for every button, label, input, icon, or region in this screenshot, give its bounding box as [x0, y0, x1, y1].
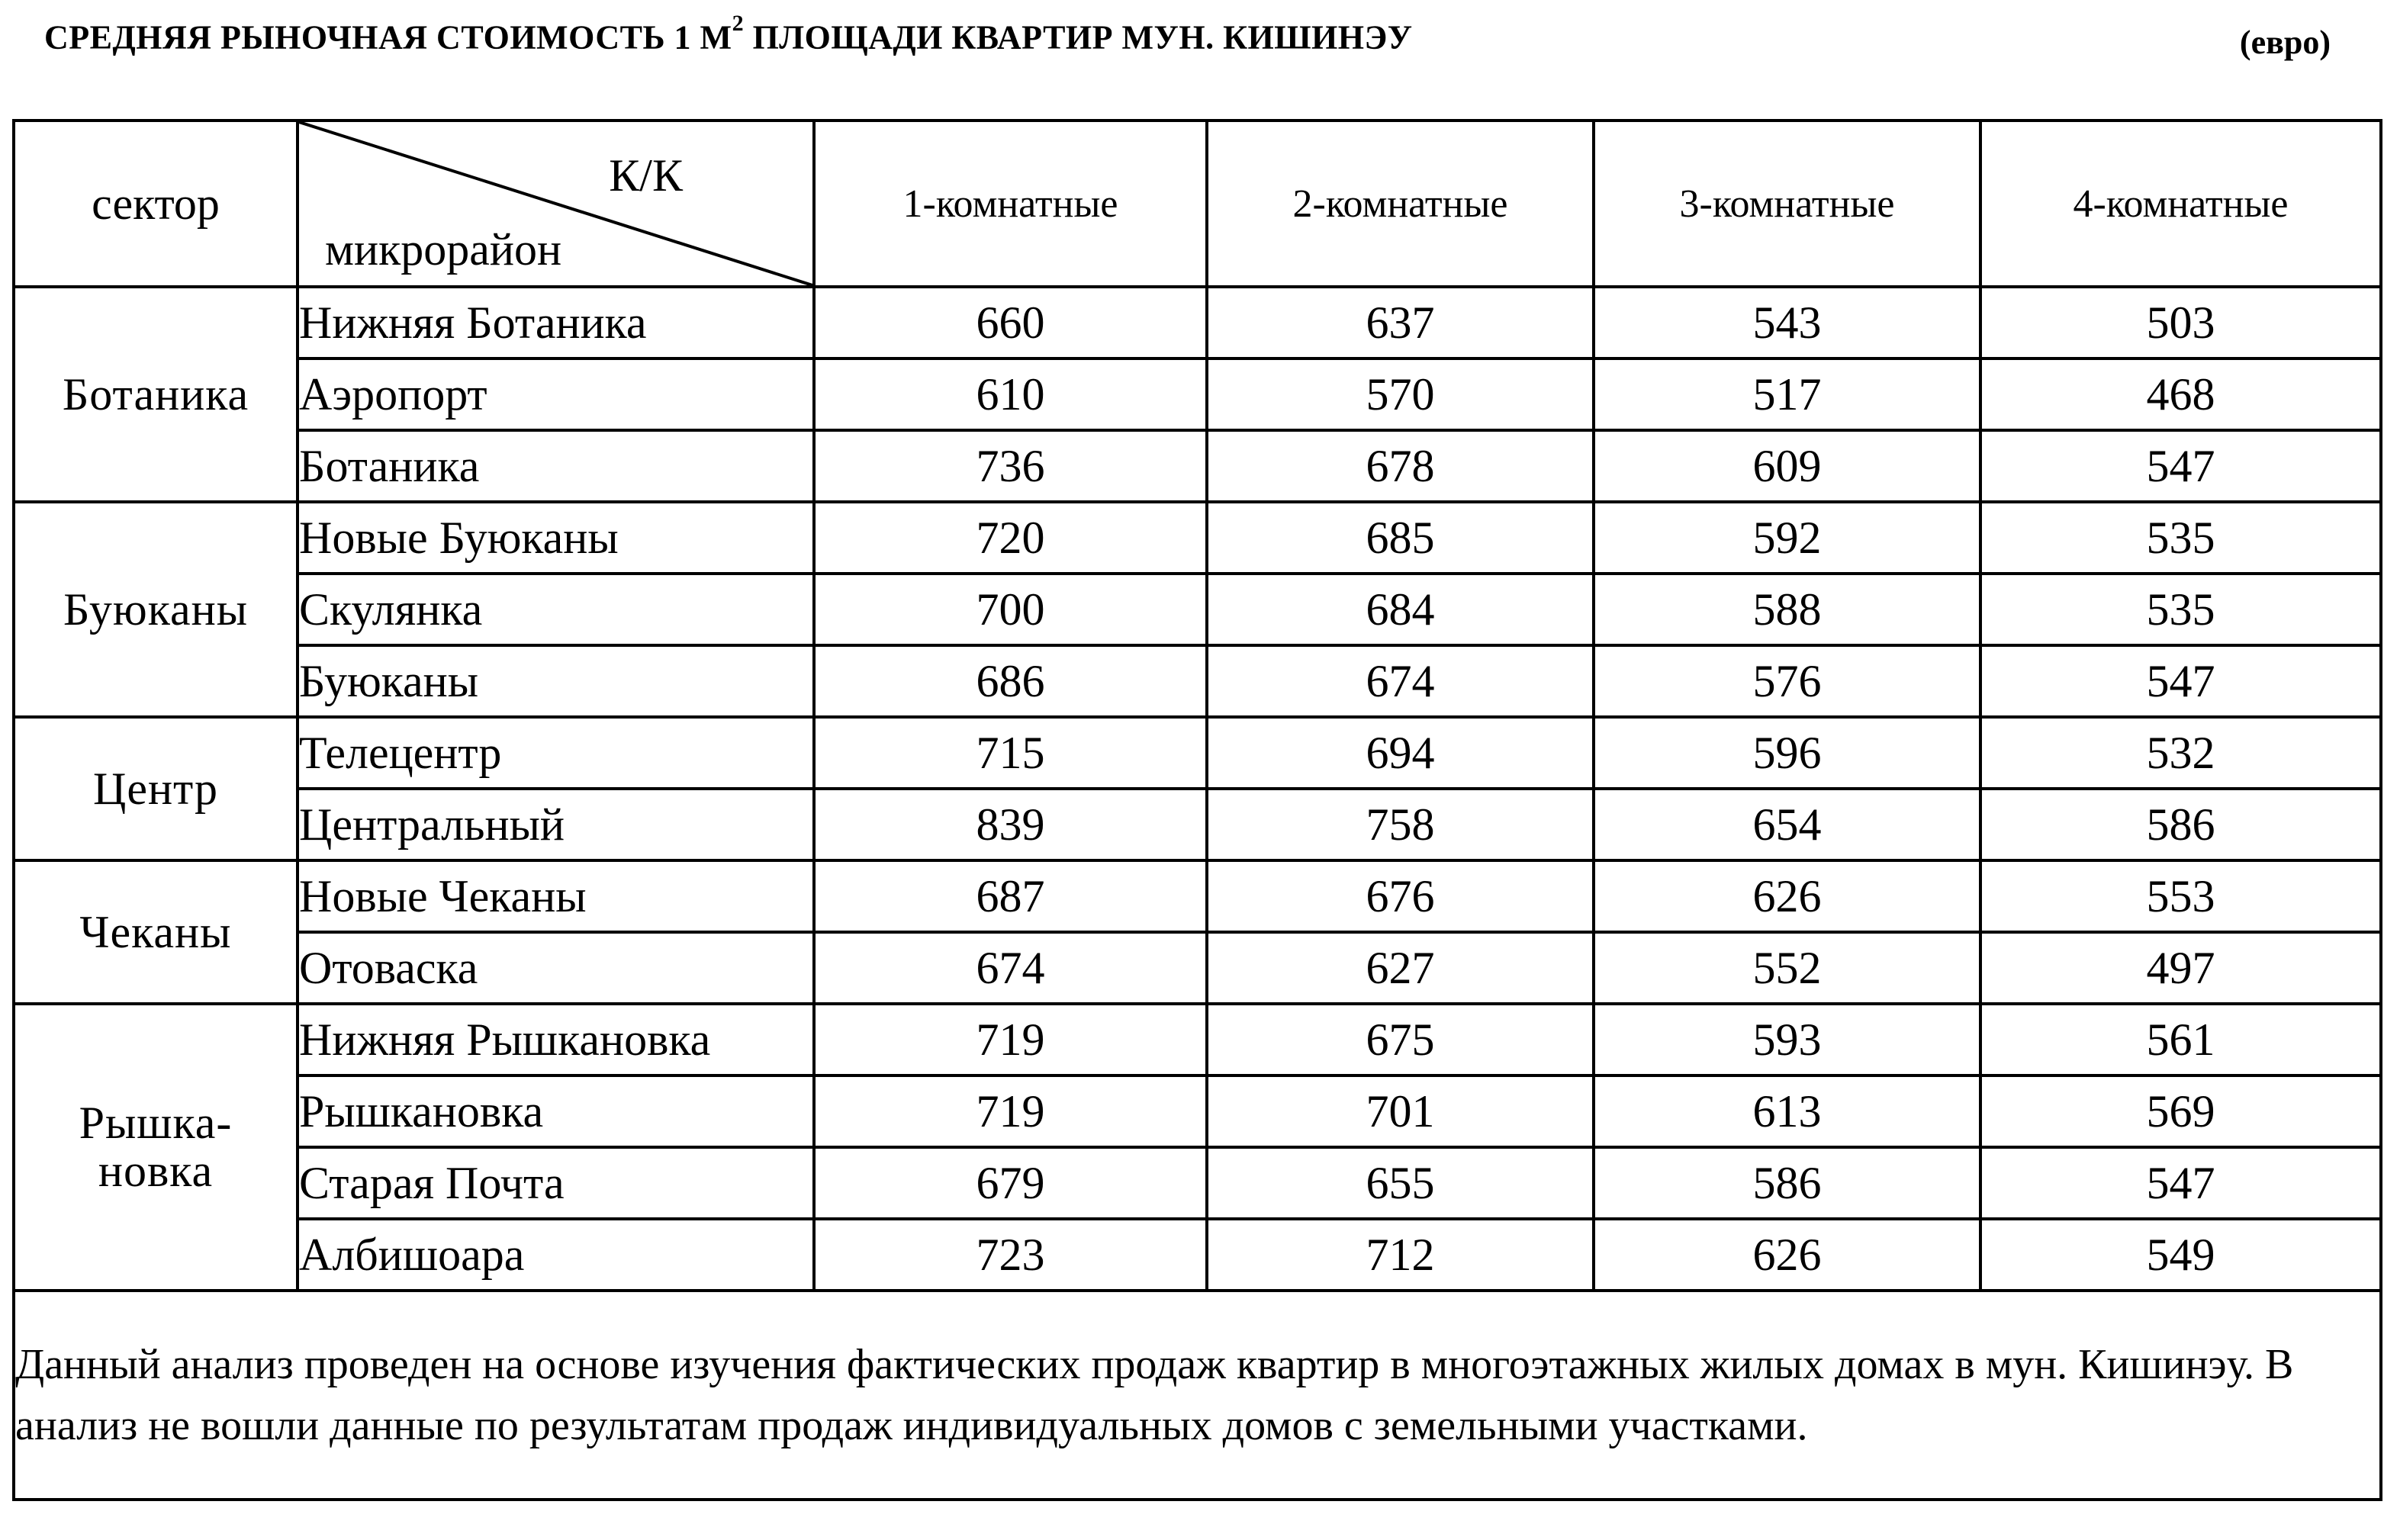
microdistrict-name: Отоваска	[298, 932, 814, 1004]
table-row	[14, 1075, 2381, 1147]
price-2-room: 675	[1207, 1004, 1594, 1075]
microdistrict-name: Албишоара	[298, 1219, 814, 1291]
microdistrict-name: Нижняя Рышкановка	[298, 1004, 814, 1075]
price-4-room: 586	[1980, 789, 2381, 860]
table-row	[14, 1004, 2381, 1075]
title-superscript: 2	[732, 11, 745, 36]
sector-name: Рышка- новка	[14, 1004, 298, 1291]
price-4-room: 532	[1980, 717, 2381, 789]
table-row	[14, 287, 2381, 358]
price-1-room: 723	[814, 1219, 1207, 1291]
microdistrict-name: Нижняя Ботаника	[298, 287, 814, 358]
sector-name: Ботаника	[14, 287, 298, 502]
price-2-room: 655	[1207, 1147, 1594, 1219]
microdistrict-name: Новые Буюканы	[298, 502, 814, 574]
price-3-room: 576	[1594, 645, 1980, 717]
price-3-room: 654	[1594, 789, 1980, 860]
microdistrict-name: Старая Почта	[298, 1147, 814, 1219]
table-row	[14, 789, 2381, 860]
price-1-room: 674	[814, 932, 1207, 1004]
header-sector: сектор	[14, 121, 298, 287]
price-3-room: 613	[1594, 1075, 1980, 1147]
header-col-4: 4-комнатные	[1980, 121, 2381, 287]
table-row	[14, 717, 2381, 789]
price-1-room: 715	[814, 717, 1207, 789]
microdistrict-name: Рышкановка	[298, 1075, 814, 1147]
price-3-room: 626	[1594, 860, 1980, 932]
price-3-room: 596	[1594, 717, 1980, 789]
price-2-room: 674	[1207, 645, 1594, 717]
price-1-room: 736	[814, 430, 1207, 502]
sector-name: Чеканы	[14, 860, 298, 1004]
table-row	[14, 645, 2381, 717]
price-4-room: 561	[1980, 1004, 2381, 1075]
table-title	[44, 11, 1413, 57]
price-4-room: 553	[1980, 860, 2381, 932]
microdistrict-name: Телецентр	[298, 717, 814, 789]
price-3-room: 586	[1594, 1147, 1980, 1219]
price-4-room: 547	[1980, 430, 2381, 502]
price-2-room: 676	[1207, 860, 1594, 932]
price-1-room: 719	[814, 1075, 1207, 1147]
price-4-room: 535	[1980, 502, 2381, 574]
microdistrict-name: Ботаника	[298, 430, 814, 502]
table-row	[14, 932, 2381, 1004]
microdistrict-name: Новые Чеканы	[298, 860, 814, 932]
price-3-room: 552	[1594, 932, 1980, 1004]
header-row	[14, 121, 2381, 287]
price-2-room: 701	[1207, 1075, 1594, 1147]
table-row	[14, 358, 2381, 430]
price-4-room: 535	[1980, 574, 2381, 645]
table-row	[14, 1219, 2381, 1291]
price-2-room: 758	[1207, 789, 1594, 860]
price-4-room: 547	[1980, 1147, 2381, 1219]
sector-name: Центр	[14, 717, 298, 860]
table-row	[14, 574, 2381, 645]
title-main: СРЕДНЯЯ РЫНОЧНАЯ СТОИМОСТЬ 1 М	[44, 18, 732, 56]
header-col-1: 1-комнатные	[814, 121, 1207, 287]
table-row	[14, 430, 2381, 502]
price-1-room: 610	[814, 358, 1207, 430]
price-3-room: 592	[1594, 502, 1980, 574]
price-2-room: 627	[1207, 932, 1594, 1004]
price-3-room: 588	[1594, 574, 1980, 645]
price-4-room: 503	[1980, 287, 2381, 358]
title-rest: ПЛОЩАДИ КВАРТИР МУН. КИШИНЭУ	[744, 18, 1413, 56]
price-3-room: 517	[1594, 358, 1980, 430]
table-row	[14, 1147, 2381, 1219]
price-2-room: 570	[1207, 358, 1594, 430]
price-2-room: 685	[1207, 502, 1594, 574]
price-1-room: 839	[814, 789, 1207, 860]
price-1-room: 700	[814, 574, 1207, 645]
price-1-room: 687	[814, 860, 1207, 932]
price-1-room: 679	[814, 1147, 1207, 1219]
header-kk: К/К	[609, 150, 683, 201]
table-row	[14, 860, 2381, 932]
header-col-3: 3-комнатные	[1594, 121, 1980, 287]
price-2-room: 684	[1207, 574, 1594, 645]
price-4-room: 468	[1980, 358, 2381, 430]
header-diagonal-cell	[298, 121, 814, 287]
table-body	[14, 287, 2381, 1291]
price-2-room: 637	[1207, 287, 1594, 358]
price-1-room: 720	[814, 502, 1207, 574]
table-row	[14, 502, 2381, 574]
price-3-room: 543	[1594, 287, 1980, 358]
price-table	[12, 119, 2382, 1501]
price-2-room: 712	[1207, 1219, 1594, 1291]
price-4-room: 569	[1980, 1075, 2381, 1147]
microdistrict-name: Аэропорт	[298, 358, 814, 430]
price-1-room: 719	[814, 1004, 1207, 1075]
price-3-room: 609	[1594, 430, 1980, 502]
note-row	[14, 1291, 2381, 1500]
header-col-2: 2-комнатные	[1207, 121, 1594, 287]
price-1-room: 686	[814, 645, 1207, 717]
price-3-room: 593	[1594, 1004, 1980, 1075]
unit-label: (евро)	[2239, 24, 2331, 61]
sector-name: Буюканы	[14, 502, 298, 717]
microdistrict-name: Скулянка	[298, 574, 814, 645]
price-4-room: 549	[1980, 1219, 2381, 1291]
footnote: Данный анализ проведен на основе изучения фактических продаж квартир в многоэтажных жилых домах в мун. Кишинэу. В анализ не вошли данные по результатам продаж индивидуальных домов с земельными участками.	[14, 1291, 2381, 1500]
microdistrict-name: Буюканы	[298, 645, 814, 717]
price-2-room: 694	[1207, 717, 1594, 789]
header-microdistrict: микрорайон	[325, 224, 562, 275]
microdistrict-name: Центральный	[298, 789, 814, 860]
price-3-room: 626	[1594, 1219, 1980, 1291]
price-4-room: 497	[1980, 932, 2381, 1004]
price-2-room: 678	[1207, 430, 1594, 502]
price-4-room: 547	[1980, 645, 2381, 717]
price-1-room: 660	[814, 287, 1207, 358]
